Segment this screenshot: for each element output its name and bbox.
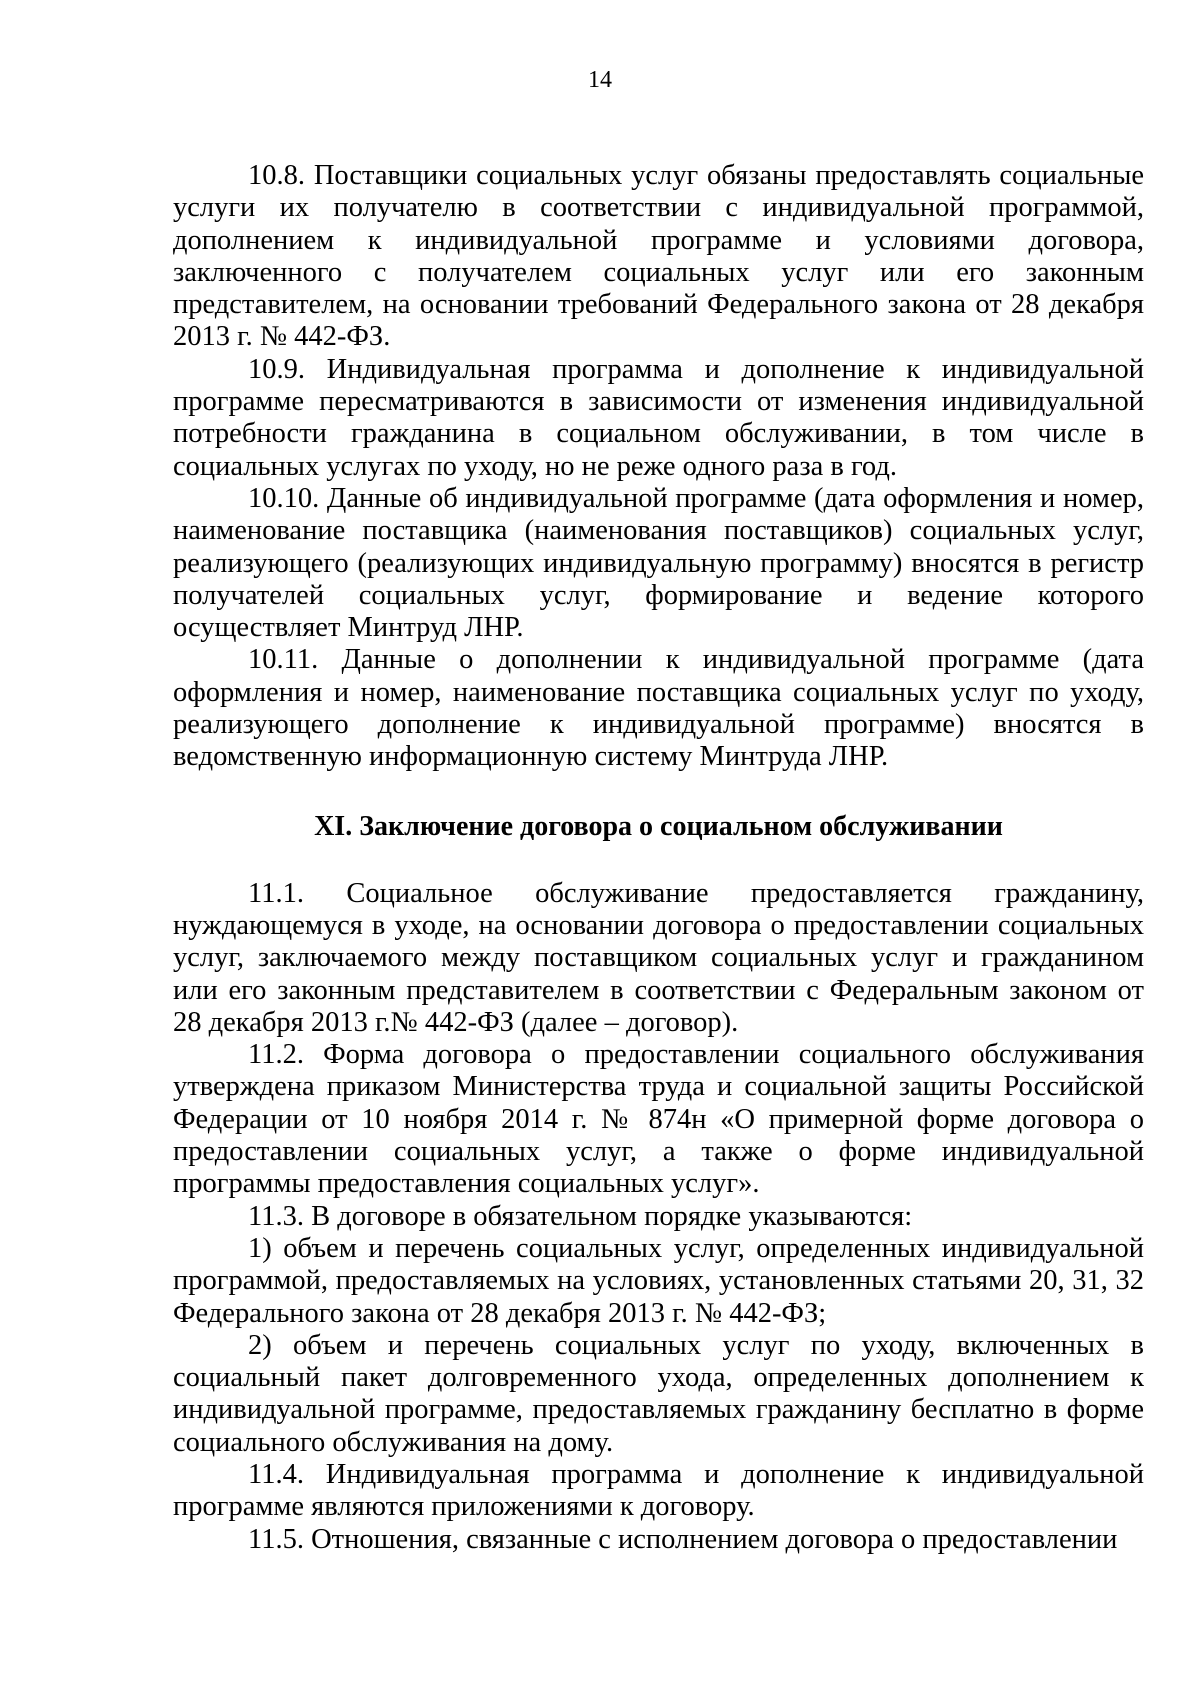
paragraph-10-9: 10.9. Индивидуальная программа и дополнение к индивидуальной программе пересматриваются в зависимости от изменения индивидуальной потребности гражданина в социальном обслуживании, в том числе в социальных услугах по уходу, но не реже одного раза в год. (173, 353, 1144, 482)
page-number: 14 (588, 67, 612, 93)
paragraph-11-3: 11.3. В договоре в обязательном порядке указываются: (248, 1200, 913, 1232)
paragraph-10-11: 10.11. Данные о дополнении к индивидуальной программе (дата оформления и номер, наименование поставщика социальных услуг по уходу, реализующего дополнение к индивидуальной программе) вносятся в ведомственную информационную систему Минтруда ЛНР. (173, 644, 1144, 773)
list-item-1: 1) объем и перечень социальных услуг, определенных индивидуальной программой, предоставляемых на условиях, установленных статьями 20, 31, 32 Федерального закона от 28 декабря 2013 г. № 442-ФЗ; (173, 1232, 1144, 1329)
document-body (173, 160, 1144, 1556)
paragraph-11-4: 11.4. Индивидуальная программа и дополнение к индивидуальной программе являются приложениями к договору. (173, 1458, 1144, 1523)
paragraph-11-5: 11.5. Отношения, связанные с исполнением договора о предоставлении (248, 1523, 1118, 1555)
list-item-2: 2) объем и перечень социальных услуг по уходу, включенных в социальный пакет долговременного ухода, определенных дополнением к индивидуальной программе, предоставляемых гражданину бесплатно в форме социального обслуживания на дому. (173, 1329, 1144, 1458)
paragraph-10-8: 10.8. Поставщики социальных услуг обязаны предоставлять социальные услуги их получателю в соответствии с индивидуальной программой, дополнением к индивидуальной программе и условиями договора, заключенного с получателем социальных услуг или его законным представителем, на основании требований Федерального закона от 28 декабря 2013 г. № 442-ФЗ. (173, 160, 1144, 353)
paragraph-11-1: 11.1. Социальное обслуживание предоставляется гражданину, нуждающемуся в уходе, на основании договора о предоставлении социальных услуг, заключаемого между поставщиком социальных услуг и гражданином или его законным представителем в соответствии с Федеральным законом от 28 декабря 2013 г.№ 442-ФЗ (далее – договор). (173, 877, 1144, 1038)
section-11-heading: XI. Заключение договора о социальном обслуживании (314, 810, 1003, 842)
paragraph-11-2: 11.2. Форма договора о предоставлении социального обслуживания утверждена приказом Министерства труда и социальной защиты Российской Федерации от 10 ноября 2014 г. № 874н «О примерной форме договора о предоставлении социальных услуг, а также о форме индивидуальной программы предоставления социальных услуг». (173, 1039, 1144, 1200)
paragraph-10-10: 10.10. Данные об индивидуальной программе (дата оформления и номер, наименование поставщика (наименования поставщиков) социальных услуг, реализующего (реализующих индивидуальную программу) вносятся в регистр получателей социальных услуг, формирование и ведение которого осуществляет Минтруд ЛНР. (173, 482, 1144, 644)
